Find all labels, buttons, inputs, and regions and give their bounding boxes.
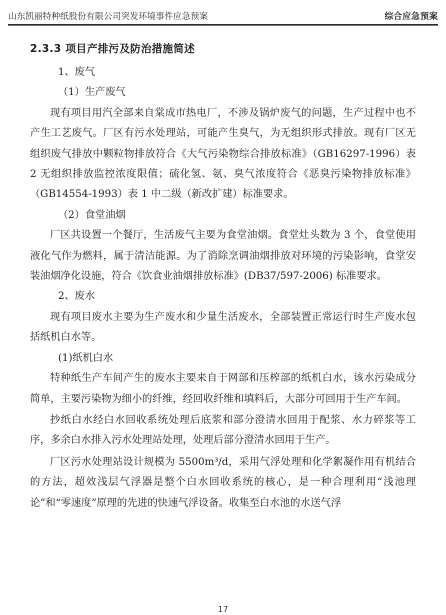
paragraph-white-water-recovery: 抄纸白水经白水回收系统处理后底浆和部分澄清水回用于配浆、水力碎浆等工序，多余白水排入污水处理站处理，处理后部分澄清水回用于生产。 <box>30 414 416 447</box>
paragraph-production-gas: 现有项目用汽全部来自棠成市热电厂，不涉及锅炉废气的问题，生产过程中也不产生工艺废气。厂区有污水处理站，可能产生臭气，为无组织形式排放。现有厂区无组织废气排放中颗粒物排放符合《大气污染物综合排放标准》（GB16297-1996）表 2 无组织排放监控浓度限值；硫化氢、氨、臭气浓度符合《恶臭污染物排放标准》（GB14554-1993）表 1 中二级（新改扩建）标准要求。 <box>30 107 416 201</box>
heading-exhaust-gas: 1、废气 <box>58 67 96 78</box>
paragraph-kitchen-fumes: 厂区共设置一个餐厅，生活废气主要为食堂油烟。食堂灶头数为 3 个，食堂使用液化气作为燃料，属于清洁能源。为了消除烹调油烟排放对环境的污染影响，食堂安装油烟净化设施，符合《饮食业油烟排放标准》(DB37/597-2006) 标准要求。 <box>30 230 416 283</box>
header-divider <box>8 25 438 26</box>
page-header <box>8 6 438 26</box>
header-company-title: 山东凯丽特种纸股份有限公司突发环境事件应急预案 <box>8 12 208 22</box>
subheading-kitchen-fumes: （2）食堂油烟 <box>58 209 126 221</box>
subheading-production-gas: （1）生产废气 <box>58 87 126 99</box>
header-section-label: 综合应急预案 <box>384 12 438 22</box>
paragraph-wastewater-overview: 现有项目废水主要为生产废水和少量生活废水，全部装置正常运行时生产废水包括纸机白水等。 <box>30 311 416 344</box>
subheading-white-water: (1)纸机白水 <box>58 352 114 364</box>
section-title: 2.3.3 项目产排污及防治措施简述 <box>30 43 195 55</box>
heading-wastewater: 2、废水 <box>58 291 96 303</box>
paragraph-white-water-source: 特种纸生产车间产生的废水主要来自于网部和压榨部的纸机白水，该水污染成分简单，主要污染物为细小的纤维，经回收纤维和填料后，大部分可回用于生产车间。 <box>30 373 416 405</box>
page-body <box>30 41 416 514</box>
paragraph-treatment-station: 厂区污水处理站设计规模为 5500m³/d，采用气浮处理和化学絮凝作用有机结合的方法，超效浅层气浮器是整个白水回收系统的核心，是一种合理利用“浅池理论”和“零速度”原理的先进的快速气浮设备。收集至白水池的水送气浮 <box>30 456 416 509</box>
page-number: 17 <box>217 605 229 614</box>
